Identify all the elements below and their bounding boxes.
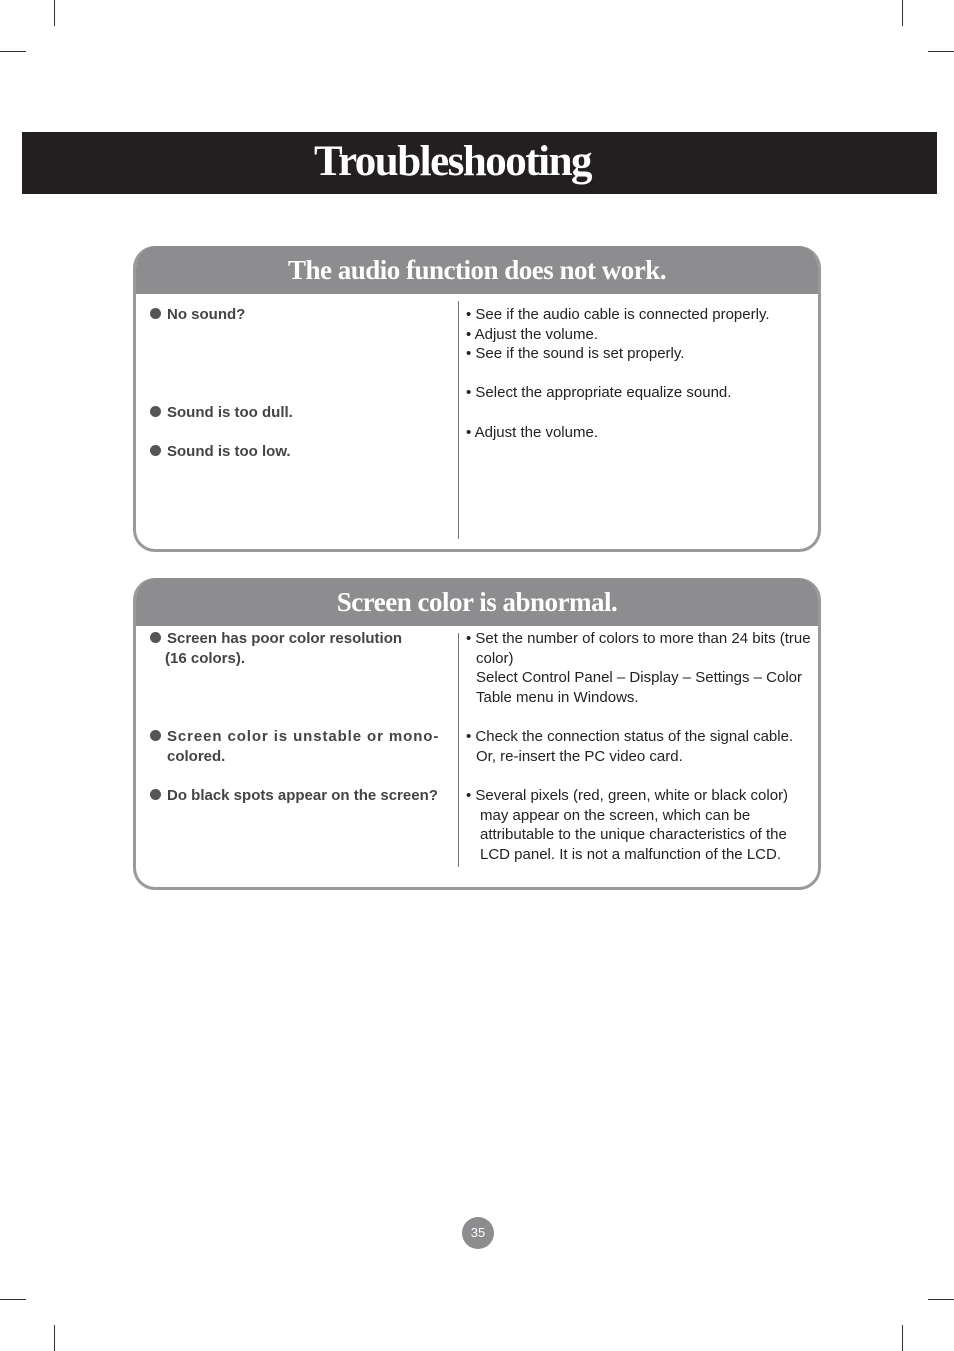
audio-panel-header: The audio function does not work.: [136, 246, 818, 294]
bullet-icon: [150, 789, 161, 800]
problem-item: No sound?: [150, 305, 245, 325]
bullet-icon: [150, 445, 161, 456]
solution-item: • Set the number of colors to more than 24 bits (true color) Select Control Panel – Display – Settings – Color Table menu in Windows.: [466, 630, 811, 706]
crop-mark: [928, 51, 954, 52]
solution-item: • See if the audio cable is connected properly.: [466, 306, 770, 323]
color-panel-header: Screen color is abnormal.: [136, 578, 818, 626]
problem-item: Do black spots appear on the screen?: [150, 786, 438, 806]
crop-mark: [0, 1299, 26, 1300]
page-number: 35: [462, 1217, 494, 1249]
problem-item: Screen has poor color resolution (16 colors).: [150, 629, 402, 669]
crop-mark: [54, 0, 55, 26]
audio-panel: [133, 246, 821, 552]
solution-item: • Several pixels (red, green, white or black color) may appear on the screen, which can be attributable to the unique characteristics of the LCD panel. It is not a malfunction of the LCD.: [466, 787, 789, 863]
solution-item: • Check the connection status of the signal cable. Or, re-insert the PC video card.: [466, 728, 794, 765]
crop-mark: [902, 0, 903, 26]
column-divider: [458, 301, 459, 539]
solution-item: • Adjust the volume.: [466, 423, 598, 441]
bullet-icon: [150, 632, 161, 643]
color-panel: [133, 578, 821, 890]
crop-mark: [928, 1299, 954, 1300]
problem-item: Screen color is unstable or mono- colored.: [150, 727, 439, 767]
problem-item: Sound is too dull.: [150, 403, 293, 423]
column-divider: [458, 633, 459, 867]
solution-item: • Select the appropriate equalize sound.: [466, 384, 732, 402]
solution-item: • See if the sound is set properly.: [466, 345, 685, 363]
crop-mark: [902, 1325, 903, 1351]
bullet-icon: [150, 308, 161, 319]
bullet-icon: [150, 406, 161, 417]
page-title: Troubleshooting: [314, 138, 591, 185]
solution-item: • Adjust the volume.: [466, 325, 598, 343]
problem-item: Sound is too low.: [150, 442, 291, 462]
crop-mark: [54, 1325, 55, 1351]
bullet-icon: [150, 730, 161, 741]
crop-mark: [0, 51, 26, 52]
